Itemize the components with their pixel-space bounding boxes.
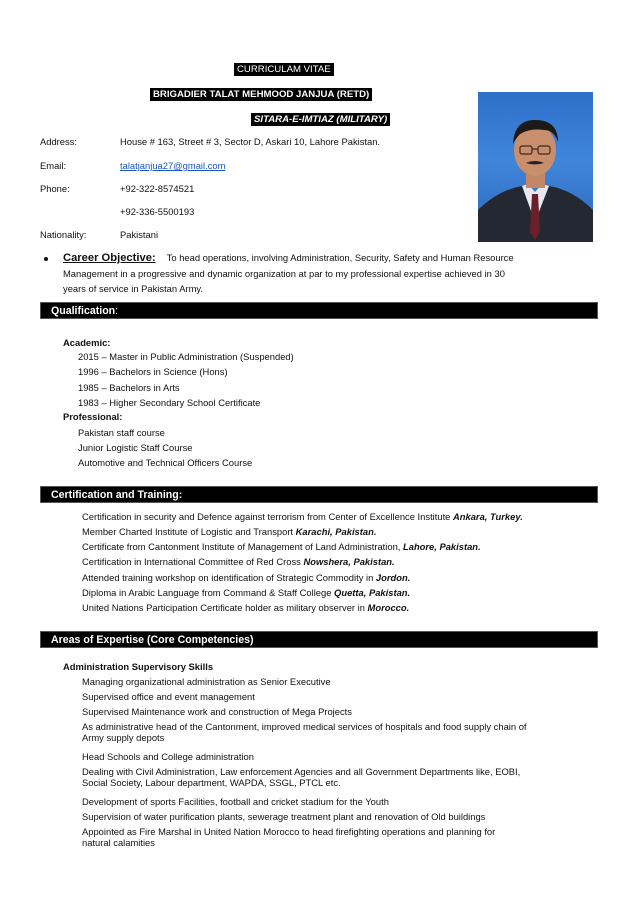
list-item bbox=[82, 602, 409, 613]
list-item bbox=[82, 706, 352, 717]
list-item bbox=[78, 351, 294, 362]
address-label: Address: bbox=[40, 136, 77, 147]
list-item-text: Automotive and Technical Officers Course bbox=[78, 457, 253, 468]
list-item-text: Managing organizational administration as Senior Executive bbox=[82, 676, 331, 687]
list-item-text-continued: Army supply depots bbox=[82, 732, 165, 744]
list-item-text: 1985 – Bachelors in Arts bbox=[78, 382, 180, 393]
list-item bbox=[82, 766, 520, 789]
list-item-text: Certification in security and Defence against terrorism from Center of Excellence Institute bbox=[82, 511, 453, 522]
objective-line-3: years of service in Pakistan Army. bbox=[63, 283, 203, 294]
list-item-location: Lahore, Pakistan. bbox=[403, 541, 481, 552]
list-item-text: 1983 – Higher Secondary School Certificate bbox=[78, 397, 261, 408]
list-item bbox=[78, 397, 260, 408]
list-item bbox=[82, 691, 255, 702]
list-item-text: Development of sports Facilities, football and cricket stadium for the Youth bbox=[82, 796, 389, 807]
list-item bbox=[82, 526, 376, 537]
list-item-text-continued: natural calamities bbox=[82, 837, 155, 849]
list-item-text: Supervision of water purification plants, sewerage treatment plant and renovation of Old buildings bbox=[82, 811, 486, 822]
professional-heading bbox=[63, 411, 122, 422]
list-item bbox=[82, 811, 485, 822]
academic-heading bbox=[63, 337, 110, 348]
nationality-value: Pakistani bbox=[120, 229, 159, 240]
list-item bbox=[78, 382, 180, 393]
phone-secondary: +92-336-5500193 bbox=[120, 206, 195, 217]
list-item bbox=[82, 796, 389, 807]
list-item bbox=[82, 572, 410, 583]
objective-bullet bbox=[44, 257, 48, 261]
list-item-location: Nowshera, Pakistan. bbox=[303, 556, 395, 567]
email-link[interactable]: talatjanjua27@gmail.com bbox=[120, 160, 226, 171]
list-item-text: Certification in International Committee of Red Cross bbox=[82, 556, 304, 567]
list-item-text: Dealing with Civil Administration, Law enforcement Agencies and all Government Departments like, EOBI, bbox=[82, 766, 521, 777]
section-expertise: Areas of Expertise (Core Competencies) bbox=[40, 631, 598, 648]
list-item-text: Attended training workshop on identification of Strategic Commodity in bbox=[82, 572, 376, 583]
list-item-location: Ankara, Turkey. bbox=[453, 511, 523, 522]
expertise-group-label: Administration Supervisory Skills bbox=[63, 661, 214, 672]
list-item-text: 1996 – Bachelors in Science (Hons) bbox=[78, 366, 228, 377]
list-item bbox=[78, 457, 252, 468]
phone-label: Phone: bbox=[40, 183, 70, 194]
professional-label: Professional: bbox=[63, 411, 123, 422]
list-item bbox=[78, 427, 165, 438]
list-item bbox=[82, 721, 527, 744]
email-label: Email: bbox=[40, 160, 67, 171]
section-qualification-title: Qualification bbox=[51, 305, 116, 317]
list-item-text: 2015 – Master in Public Administration (Suspended) bbox=[78, 351, 294, 362]
profile-photo bbox=[478, 92, 593, 242]
list-item-text: Member Charted Institute of Logistic and Transport bbox=[82, 526, 296, 537]
nationality-label: Nationality: bbox=[40, 229, 87, 240]
list-item bbox=[82, 676, 331, 687]
list-item-text: United Nations Participation Certificate holder as military observer in bbox=[82, 602, 368, 613]
list-item-location: Quetta, Pakistan. bbox=[334, 587, 411, 598]
list-item-text: Diploma in Arabic Language from Command & Staff College bbox=[82, 587, 335, 598]
section-qualification bbox=[40, 302, 598, 319]
list-item-text: Supervised Maintenance work and construction of Mega Projects bbox=[82, 706, 352, 717]
list-item-text: Certificate from Cantonment Institute of Management of Land Administration, bbox=[82, 541, 403, 552]
cv-title: CURRICULAM VITAE bbox=[234, 63, 334, 76]
expertise-group-heading bbox=[63, 661, 213, 672]
list-item bbox=[78, 442, 192, 453]
list-item-location: Jordon. bbox=[375, 572, 411, 583]
list-item-location: Morocco. bbox=[367, 602, 410, 613]
objective-line-2: Management in a progressive and dynamic organization at par to my professional expertise achieved in 30 bbox=[63, 268, 505, 279]
portrait-illustration bbox=[478, 92, 593, 242]
address-value: House # 163, Street # 3, Sector D, Askari 10, Lahore Pakistan. bbox=[120, 136, 381, 147]
academic-label: Academic: bbox=[63, 337, 111, 348]
list-item-text: Pakistan staff course bbox=[78, 427, 165, 438]
list-item-text: Junior Logistic Staff Course bbox=[78, 442, 193, 453]
list-item bbox=[82, 511, 523, 522]
list-item bbox=[82, 751, 254, 762]
objective-label: Career Objective: bbox=[63, 252, 156, 264]
section-qualification-colon: : bbox=[115, 305, 119, 317]
honour-title: SITARA-E-IMTIAZ (MILITARY) bbox=[251, 113, 390, 126]
list-item-text: Head Schools and College administration bbox=[82, 751, 254, 762]
phone-primary: +92-322-8574521 bbox=[120, 183, 195, 194]
list-item bbox=[82, 556, 395, 567]
list-item bbox=[78, 366, 228, 377]
career-objective bbox=[63, 252, 514, 265]
list-item bbox=[82, 587, 410, 598]
list-item bbox=[82, 541, 481, 552]
candidate-name: BRIGADIER TALAT MEHMOOD JANJUA (RETD) bbox=[150, 88, 372, 101]
list-item-text-continued: Social Society, Labour department, WAPDA, SSGL, PTCL etc. bbox=[82, 777, 341, 789]
list-item-location: Karachi, Pakistan. bbox=[295, 526, 377, 537]
list-item-text: Appointed as Fire Marshal in United Nation Morocco to head firefighting operations and planning for bbox=[82, 826, 496, 837]
objective-line-1: To head operations, involving Administration, Security, Safety and Human Resource bbox=[166, 252, 514, 263]
list-item-text: Supervised office and event management bbox=[82, 691, 255, 702]
section-certification: Certification and Training: bbox=[40, 486, 598, 503]
list-item bbox=[82, 826, 495, 849]
list-item-text: As administrative head of the Cantonment, improved medical services of hospitals and food supply chain of bbox=[82, 721, 527, 732]
